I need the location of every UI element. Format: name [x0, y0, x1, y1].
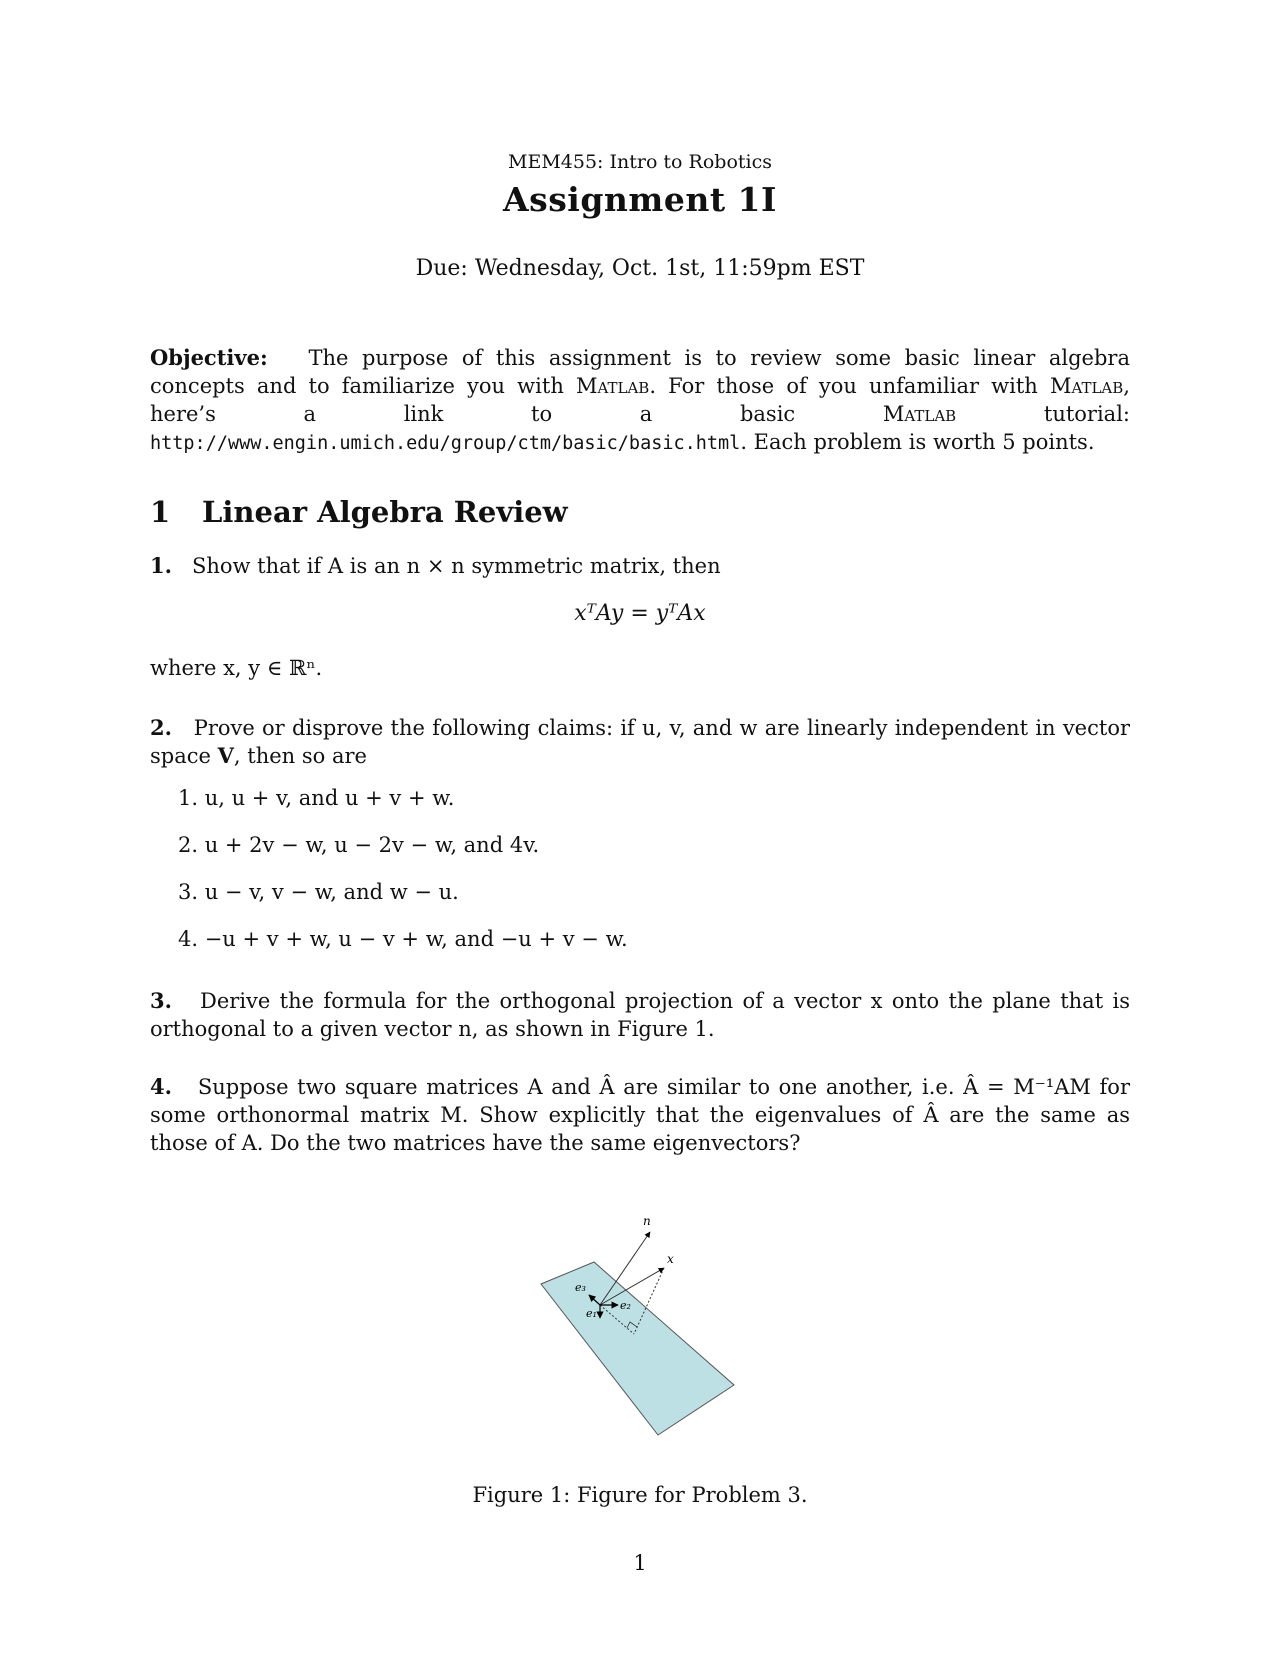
course-name: MEM455: Intro to Robotics [508, 151, 772, 173]
problem-2-item-3: 3. u − v, v − w, and w − u. [178, 880, 459, 904]
matlab-name-3: Matlab [882, 402, 957, 426]
objective-text-2: . For those of you unfamiliar with [649, 374, 1038, 398]
objective-label: Objective: [150, 345, 268, 370]
label-e2: e₂ [620, 1299, 631, 1312]
problem-2-text-b: , then so are [233, 744, 367, 768]
label-n: n [643, 1214, 651, 1228]
problem-1-text: Show that if A is an n × n symmetric matrix, then [191, 554, 721, 578]
objective-text-3: , here’s a link to a basic [150, 374, 1130, 426]
matlab-name-2: Matlab [1049, 374, 1124, 398]
page-number: 1 [633, 1551, 647, 1575]
problem-2-number: 2. [150, 715, 172, 740]
problem-2-item-4: 4. −u + v + w, u − v + w, and −u + v − w. [178, 927, 628, 951]
problem-2-text-a: Prove or disprove the following claims: if u, v, and w are linearly independent in vector space [150, 716, 1130, 768]
label-e3: e₃ [575, 1281, 586, 1294]
problem-1-equation: xᵀAy = yᵀAx [574, 601, 706, 626]
label-e1: e₁ [586, 1307, 597, 1320]
problem-2-item-1: 1. u, u + v, and u + v + w. [178, 786, 455, 810]
section-title: Linear Algebra Review [202, 495, 568, 529]
tutorial-link[interactable]: http://www.engin.umich.edu/group/ctm/basic/basic.html [150, 433, 741, 454]
section-number: 1 [150, 495, 171, 529]
problem-4-text: Suppose two square matrices A and Â are similar to one another, i.e. Â = M⁻¹AM for some orthonormal matrix M. Show explicitly that the eigenvalues of Â are the same as those of A. Do the two matrices have the same eigenvectors? [150, 1075, 1130, 1155]
problem-2-vector-space: V [217, 743, 234, 768]
projection-plane [541, 1262, 734, 1435]
assignment-title: Assignment 1I [503, 180, 777, 219]
problem-4-number: 4. [150, 1074, 172, 1099]
problem-1-where: where x, y ∈ ℝⁿ. [150, 656, 323, 680]
problem-1-number: 1. [150, 553, 172, 578]
objective-text-4: tutorial: [1043, 402, 1130, 426]
objective-text-1: The purpose of this assignment is to review some basic linear algebra concepts and to familiarize you with [150, 346, 1130, 398]
problem-2-item-2: 2. u + 2v − w, u − 2v − w, and 4v. [178, 833, 540, 857]
objective-text-5: . Each problem is worth 5 points. [740, 430, 1095, 454]
problem-3-text: Derive the formula for the orthogonal projection of a vector x onto the plane that is orthogonal to a given vector n, as shown in Figure 1. [150, 989, 1130, 1041]
label-x: x [667, 1252, 674, 1266]
matlab-name-1: Matlab [575, 374, 650, 398]
due-date: Due: Wednesday, Oct. 1st, 11:59pm EST [415, 256, 865, 281]
problem-3-number: 3. [150, 988, 172, 1013]
figure-caption: Figure 1: Figure for Problem 3. [472, 1483, 808, 1507]
